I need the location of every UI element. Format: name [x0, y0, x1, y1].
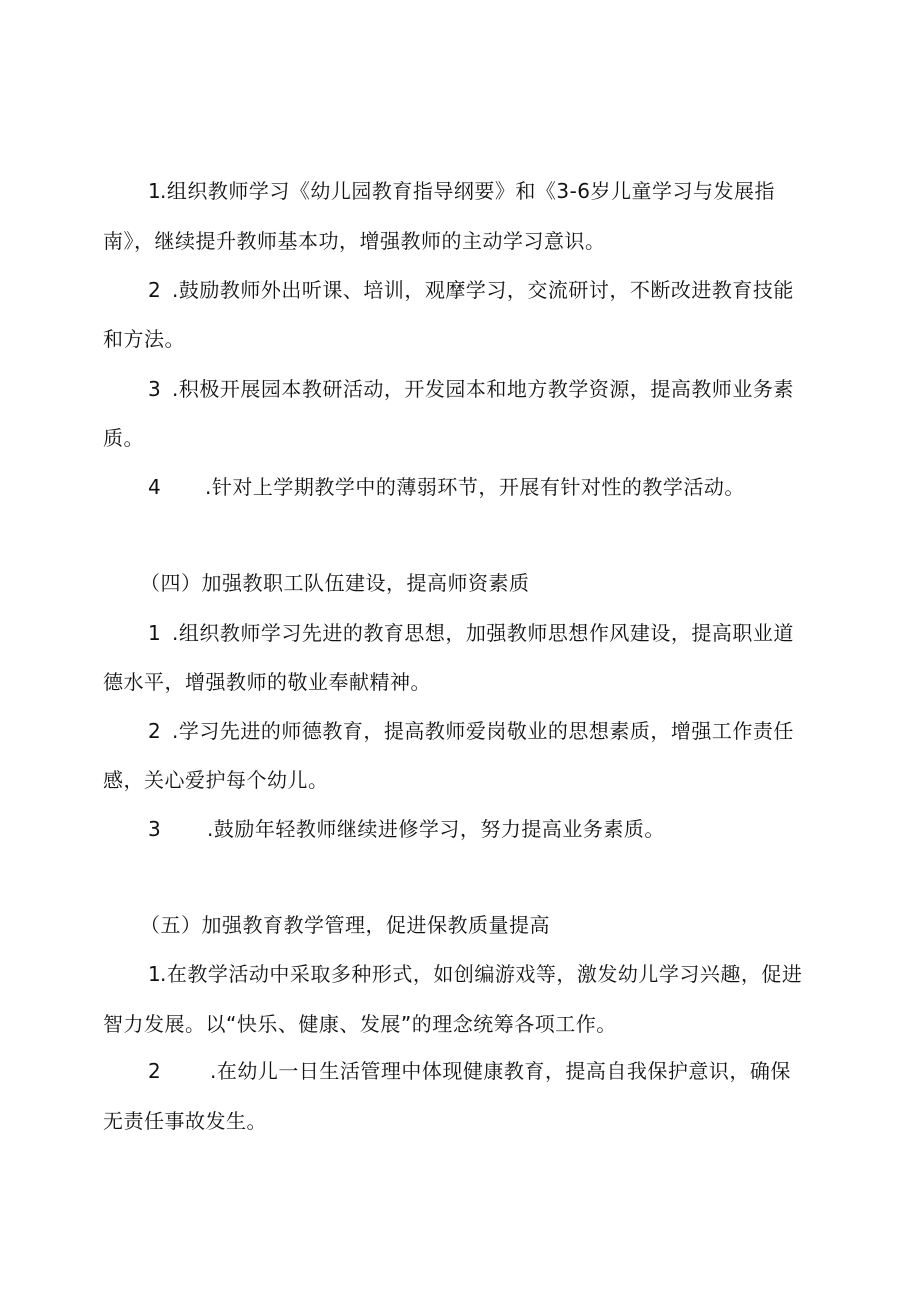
item-number: 1: [148, 621, 162, 645]
item-text-continued: 和方法。: [103, 327, 185, 351]
item-text-continued: 质。: [103, 426, 144, 450]
item-number: 4: [148, 475, 162, 499]
item-text: .在幼儿一日生活管理中体现健康教育，提高自我保护意识，确保: [210, 1059, 791, 1083]
item-text: .鼓励年轻教师继续进修学习，努力提高业务素质。: [207, 817, 665, 841]
item-text: .积极开展园本教研活动，开发园本和地方教学资源，提高教师业务素: [172, 377, 794, 401]
item-text: .鼓励教师外出听课、培训，观摩学习，交流研讨，不断改进教育技能: [172, 278, 794, 302]
item-number: 1: [148, 179, 162, 203]
item-number: 2: [148, 278, 162, 302]
item-text: .组织教师学习先进的教育思想，加强教师思想作风建设，提高职业道: [172, 621, 794, 645]
section-heading: （四）加强教职工队伍建设，提高师资素质: [140, 571, 530, 595]
item-text-continued: 南》，继续提升教师基本功，增强教师的主动学习意识。: [103, 229, 606, 253]
item-text: .在教学活动中采取多种形式，如创编游戏等，激发幼儿学习兴趣，促进: [160, 962, 803, 986]
item-number: 3: [148, 817, 162, 841]
item-number: 2: [148, 719, 162, 743]
item-number: 1: [148, 962, 162, 986]
item-text: .学习先进的师德教育，提高教师爱岗敬业的思想素质，增强工作责任: [172, 719, 794, 743]
item-text-continued: 智力发展。以“快乐、健康、发展”的理念统筹各项工作。: [103, 1012, 617, 1036]
item-text-continued: 德水平，增强教师的敬业奉献精神。: [103, 670, 431, 694]
section-heading: （五）加强教育教学管理，促进保教质量提高: [140, 913, 550, 937]
item-text-continued: 感，关心爱护每个幼儿。: [103, 768, 329, 792]
item-text-continued: 无责任事故发生。: [103, 1109, 267, 1133]
item-number: 3: [148, 377, 162, 401]
item-text: .针对上学期教学中的薄弱环节，开展有针对性的教学活动。: [205, 475, 745, 499]
item-text: .组织教师学习《幼儿园教育指导纲要》和《3-6岁儿童学习与发展指: [160, 179, 776, 203]
item-number: 2: [148, 1059, 162, 1083]
